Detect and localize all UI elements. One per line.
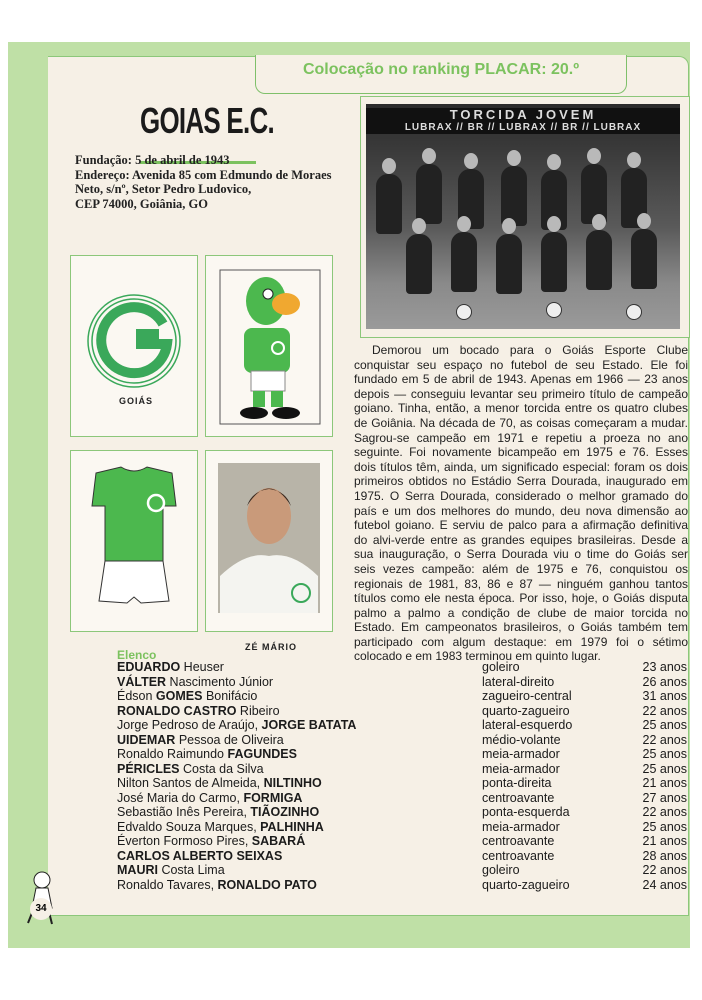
roster-row xyxy=(117,704,687,719)
player-name: José Maria do Carmo, FORMIGA xyxy=(117,790,303,805)
player-position: quarto-zagueiro xyxy=(482,877,570,892)
player-age: 31 anos xyxy=(642,689,687,703)
stadium-banner xyxy=(366,108,680,134)
team-photo-frame xyxy=(360,96,690,338)
page-number: 34 xyxy=(30,898,52,920)
player-age: 21 anos xyxy=(642,776,687,790)
player-age: 22 anos xyxy=(642,863,687,877)
player-name: Sebastião Inês Pereira, TIÃOZINHO xyxy=(117,805,320,819)
roster-row xyxy=(117,675,687,690)
team-player xyxy=(501,166,527,226)
info-line: CEP 74000, Goiânia, GO xyxy=(75,196,209,211)
player-sticker xyxy=(205,450,333,632)
player-name: PÉRICLES Costa da Silva xyxy=(117,761,264,776)
badge-sticker xyxy=(70,255,198,437)
banner-bottom-text: LUBRAX // BR // LUBRAX // BR // LUBRAX xyxy=(404,122,642,133)
player-position: centroavante xyxy=(482,834,555,848)
parrot-mascot-icon xyxy=(206,256,332,436)
player-caption: ZÉ MÁRIO xyxy=(245,642,297,652)
badge-caption: GOIÁS xyxy=(119,396,154,406)
club-title: GOIAS E.C. xyxy=(140,100,274,141)
player-age: 27 anos xyxy=(642,790,687,805)
team-player xyxy=(416,164,442,224)
team-player xyxy=(586,230,612,290)
player-age: 25 anos xyxy=(642,747,687,761)
player-position: ponta-direita xyxy=(482,776,552,790)
player-position: quarto-zagueiro xyxy=(482,703,570,718)
player-position: centroavante xyxy=(482,848,555,863)
player-age: 22 anos xyxy=(642,703,687,718)
article-text: Demorou um bocado para o Goiás Esporte Clube conquistar seu espaço no futebol de seu Estado. Ele foi fundado em 5 de abril de 1943. Apenas em 1966 — 23 anos depois — conseguiu levantar seu primeiro título de campeão goiano. Tinha, então, a menor torcida entre os quatro clubes de Goiânia. Na década de 70, as coisas começaram a mudar. Sagrou-se campeão em 1971 e repetiu a proeza no ano seguinte. Foi novamente bicampeão em 1975 e 76. Esses dois títulos têm, ainda, um significado especial: foram os dois primeiros obtidos no Estádio Serra Dourada, inaugurado em 1975. O Serra Dourada, considerado o melhor gramado do país e um dos melhores do mundo, deu nova dimensão ao futebol goiano. E serviu de palco para a afirmação definitiva do alvi-verde entre as grandes equipes brasileiras. Desde a sua inauguração, o Serra Dourada viu o time do Goiás ser seis vezes campeão: além de 1975 e 76, conquistou os regionais de 1981, 83, 86 e 87 — ninguém ganhou tantos títulos como ele nesta época. Por isso, hoje, o Goiás disputa palmo a palmo a condição de clube de maior torcida no Estado. Em campeonatos brasileiros, o Goiás também tem participado com algum destaque: em 1979 foi o sétimo colocado e em 1983 terminou em quinto lugar. xyxy=(354,343,688,664)
player-name: VÁLTER Nascimento Júnior xyxy=(117,674,274,689)
football-icon xyxy=(456,304,472,320)
roster-label: Elenco xyxy=(117,648,157,662)
team-player xyxy=(406,234,432,294)
player-position: lateral-esquerdo xyxy=(482,718,573,732)
info-line: Neto, s/nº, Setor Pedro Ludovico, xyxy=(75,182,252,196)
roster-row xyxy=(117,834,687,849)
info-line: Fundação: 5 de abril de 1943 xyxy=(75,153,230,167)
team-player xyxy=(631,229,657,289)
player-age: 23 anos xyxy=(642,660,687,674)
team-player xyxy=(451,232,477,292)
player-age: 22 anos xyxy=(642,732,687,747)
player-name: MAURI Costa Lima xyxy=(117,863,225,877)
player-position: goleiro xyxy=(482,863,520,877)
jersey-icon xyxy=(71,451,197,631)
player-name: Jorge Pedroso de Araújo, JORGE BATATA xyxy=(117,718,357,732)
roster-row xyxy=(117,863,687,878)
player-position: médio-volante xyxy=(482,732,561,747)
roster-row xyxy=(117,733,687,748)
player-name: Ronaldo Tavares, RONALDO PATO xyxy=(117,877,317,892)
roster-row xyxy=(117,849,687,864)
team-player xyxy=(376,174,402,234)
football-icon xyxy=(626,304,642,320)
player-name: Edvaldo Souza Marques, PALHINHA xyxy=(117,819,324,834)
player-position: goleiro xyxy=(482,660,520,674)
player-position: meia-armador xyxy=(482,747,560,761)
player-age: 28 anos xyxy=(642,848,687,863)
ranking-tab xyxy=(255,55,627,94)
ranking-text: Colocação no ranking PLACAR: 20.º xyxy=(302,61,580,78)
roster-row xyxy=(117,791,687,806)
player-position: lateral-direito xyxy=(482,674,555,689)
player-name: Éverton Formoso Pires, SABARÁ xyxy=(117,834,306,848)
team-player xyxy=(496,234,522,294)
player-name: EDUARDO Heuser xyxy=(117,660,224,674)
player-age: 25 anos xyxy=(642,761,687,776)
club-info xyxy=(75,153,331,211)
player-age: 25 anos xyxy=(642,819,687,834)
kit-sticker xyxy=(70,450,198,632)
player-position: zagueiro-central xyxy=(482,689,572,703)
roster-row xyxy=(117,762,687,777)
player-portrait xyxy=(206,451,332,631)
banner-top-text: TORCIDA JOVEM xyxy=(449,107,597,122)
roster-row xyxy=(117,660,687,675)
roster-row xyxy=(117,805,687,820)
player-age: 26 anos xyxy=(642,674,687,689)
player-age: 22 anos xyxy=(642,805,687,819)
roster-row xyxy=(117,718,687,733)
team-photo xyxy=(366,104,680,329)
player-position: meia-armador xyxy=(482,819,560,834)
player-name: Ronaldo Raimundo FAGUNDES xyxy=(117,747,297,761)
football-icon xyxy=(546,302,562,318)
player-position: ponta-esquerda xyxy=(482,805,570,819)
player-position: meia-armador xyxy=(482,761,560,776)
player-name: Nilton Santos de Almeida, NILTINHO xyxy=(117,776,322,790)
player-age: 24 anos xyxy=(642,877,687,892)
roster-row xyxy=(117,689,687,704)
roster-row xyxy=(117,776,687,791)
roster-list xyxy=(117,660,687,892)
mascot-sticker xyxy=(205,255,333,437)
goias-badge-icon xyxy=(71,256,197,406)
info-line: Endereço: Avenida 85 com Edmundo de Moraes xyxy=(75,167,332,182)
player-name: RONALDO CASTRO Ribeiro xyxy=(117,703,280,718)
player-name: Édson GOMES Bonifácio xyxy=(117,689,258,703)
roster-row xyxy=(117,747,687,762)
player-name: CARLOS ALBERTO SEIXAS xyxy=(117,848,283,863)
roster-row xyxy=(117,820,687,835)
team-player xyxy=(541,232,567,292)
player-age: 21 anos xyxy=(642,834,687,848)
player-name: UIDEMAR Pessoa de Oliveira xyxy=(117,732,284,747)
roster-row xyxy=(117,878,687,893)
player-age: 25 anos xyxy=(642,718,687,732)
player-position: centroavante xyxy=(482,790,555,805)
